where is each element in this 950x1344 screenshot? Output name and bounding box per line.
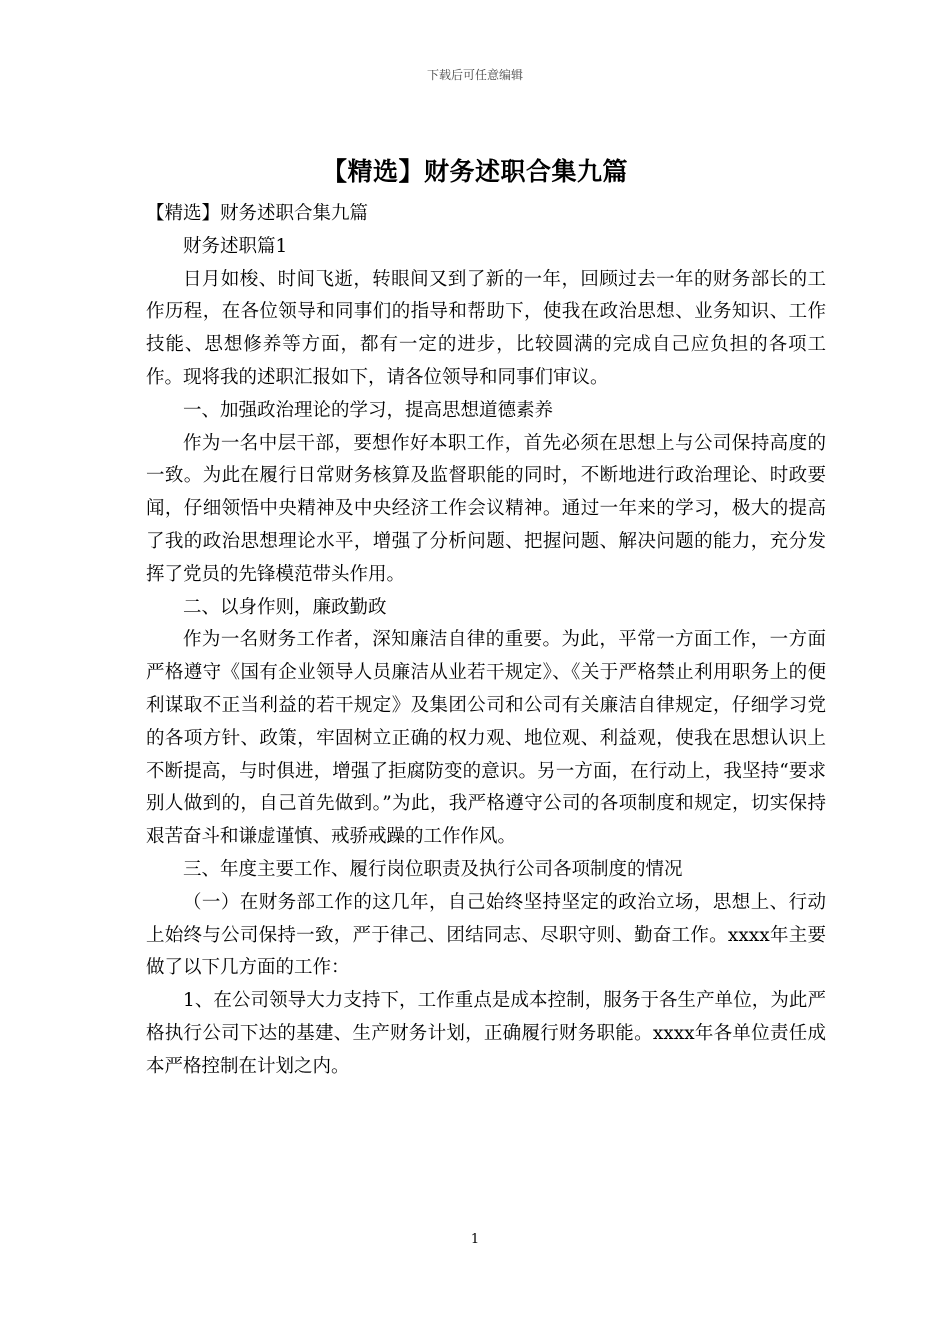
paragraph-intro: 日月如梭、时间飞逝，转眼间又到了新的一年，回顾过去一年的财务部长的工作历程，在各位领导和同事们的指导和帮助下，使我在政治思想、业务知识、工作技能、思想修养等方面，都有一定的进步，比较圆满的完成自己应负担的各项工作。现将我的述职汇报如下，请各位领导和同事们审议。 bbox=[146, 268, 826, 388]
paragraph-heading-1: 一、加强政治理论的学习，提高思想道德素养 bbox=[183, 399, 554, 421]
page-number: 1 bbox=[470, 1232, 480, 1247]
header-note: 下载后可任意编辑 bbox=[426, 68, 523, 82]
document-title: 【精选】财务述职合集九篇 bbox=[321, 157, 628, 186]
paragraph-body-2: 作为一名财务工作者，深知廉洁自律的重要。为此，平常一方面工作，一方面严格遵守《国有企业领导人员廉洁从业若干规定》、《关于严格禁止利用职务上的便利谋取不正当利益的若干规定》及集团公司和公司有关廉洁自律规定，仔细学习党的各项方针、政策，牢固树立正确的权力观、地位观、利益观，使我在思想认识上不断提高，与时俱进，增强了拒腐防变的意识。另一方面，在行动上，我坚持“要求别人做到的，自己首先做到。”为此，我严格遵守公司的各项制度和规定，切实保持艰苦奋斗和谦虚谨慎、戒骄戒躁的工作作风。 bbox=[146, 629, 826, 848]
paragraph-heading-3: 三、年度主要工作、履行岗位职责及执行公司各项制度的情况 bbox=[183, 858, 683, 880]
paragraph-heading-2: 二、以身作则，廉政勤政 bbox=[183, 596, 387, 618]
paragraph-body-4: 1、在公司领导大力支持下，工作重点是成本控制，服务于各生产单位，为此严格执行公司下达的基建、生产财务计划，正确履行财务职能。xxxx年各单位责任成本严格控制在计划之内。 bbox=[146, 990, 826, 1077]
paragraph-body-1: 作为一名中层干部，要想作好本职工作，首先必须在思想上与公司保持高度的一致。为此在履行日常财务核算及监督职能的同时，不断地进行政治理论、时政要闻，仔细领悟中央精神及中央经济工作会议精神。通过一年来的学习，极大的提高了我的政治思想理论水平，增强了分析问题、把握问题、解决问题的能力，充分发挥了党员的先锋模范带头作用。 bbox=[146, 432, 826, 585]
document-body bbox=[146, 198, 826, 1084]
paragraph-body-3: （一）在财务部工作的这几年，自己始终坚持坚定的政治立场，思想上、行动上始终与公司保持一致，严于律己、团结同志、尽职守则、勤奋工作。xxxx年主要做了以下几方面的工作： bbox=[146, 891, 826, 979]
paragraph-section-heading: 财务述职篇1 bbox=[183, 235, 288, 257]
paragraph-subtitle: 【精选】财务述职合集九篇 bbox=[146, 203, 369, 224]
